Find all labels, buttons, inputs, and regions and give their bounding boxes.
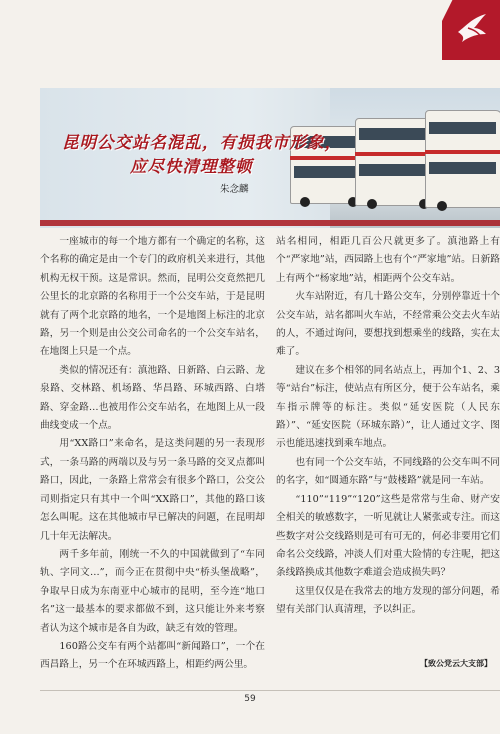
paragraph: 建议在多个相邻的同名站点上，再加个1、2、3等“站台”标注，使站点有所区分，便于公车站名，乘车指示牌等的标注。类似“延安医院（人民东路）”、“延安医院（环城东路）”，让人通过文字、图示也能迅速找到乘车地点。 [276,364,500,450]
headline [62,131,360,193]
footer-divider [40,690,500,691]
paragraph: 160路公交车有两个站都叫“新闻路口”，一个在西昌路上，另一个在环城西路上，相距约两公里。 [40,640,265,671]
paragraph: 两千多年前，刚统一不久的中国就做到了“车同轨、字同文…”，而今正在贯彻中央“桥头堡战略”，争取早日成为东南亚中心城市的昆明，至今连“地口名”这一最基本的要求都做不到，这只能让外来考察者认为这个城市是各自为政，缺乏有效的管理。 [40,548,265,634]
left-column [40,233,265,675]
paragraph: 类似的情况还有：滇池路、日新路、白云路、龙泉路、交林路、机场路、华昌路、环城西路、白塔路、穿金路…也被用作公交车站名，在地图上从一段曲线变成一个点。 [40,364,265,432]
page-number: 59 [244,694,256,704]
bus-image [425,110,500,206]
paragraph: 用“XX路口”来命名，是这类问题的另一表现形式，一条马路的两端以及与另一条马路的交叉点都叫路口，因此，一条路上常常会有很多个路口，公交公司则指定只有其中一个叫“XX路口”，其他的路口该怎么叫呢。这在其他城市早已解决的问题，在昆明却几十年无法解决。 [40,438,265,542]
paragraph: “110”“119”“120”这些是常常与生命、财产安全相关的敏感数字，一听见就让人紧张或专注。而这些数字对公交线路则是可有可无的，何必非要用它们命名公交线路，冲淡人们对重大险情的专注呢，把这条线路换成其他数字难道会造成损失吗？ [276,493,500,579]
paragraph: 火车站附近，有几十路公交车，分别停靠近十个公交车站，站名都叫火车站，不经常乘公交去火车站的人，不通过询问，要想找到想乘坐的线路，实在太难了。 [276,291,500,358]
headline-line-2: 应尽快清理整顿 [130,157,253,176]
right-column [276,233,500,620]
paragraph: 一座城市的每一个地方都有一个确定的名称，这个名称的确定是由一个专门的政府机关来进行，其他机构无权干预。这是常识。然而，昆明公交竟然把几公里长的北京路的名称用于一个公交车站，于是昆明就有了两个北京路的地名，一个是地图上标注的北京路，另一个则是由公交公司命名的一个公交车站名，在地图上只是一个点。 [40,236,265,358]
paragraph: 这里仅仅是在我常去的地方发现的部分问题，希望有关部门认真清理，予以纠正。 [276,585,500,616]
author-name: 朱念麟 [220,184,249,195]
paragraph: 也有同一个公交车站，不同线路的公交车叫不同的名字，如“圆通东路”与“鼓楼路”就是同一车站。 [276,456,500,487]
top-margin [0,0,500,88]
bird-logo-icon [442,0,500,60]
headline-line-1: 昆明公交站名混乱，有损我市形象， [62,133,342,152]
paragraph: 站名相同，相距几百公尺就更多了。滇池路上有个“严家地”站，西园路上也有个“严家地”站。日新路上有两个“杨家地”站，相距两个公交车站。 [276,236,500,284]
banner-rule [40,220,500,226]
source-tag: 【致公党云大支部】 [420,659,492,668]
